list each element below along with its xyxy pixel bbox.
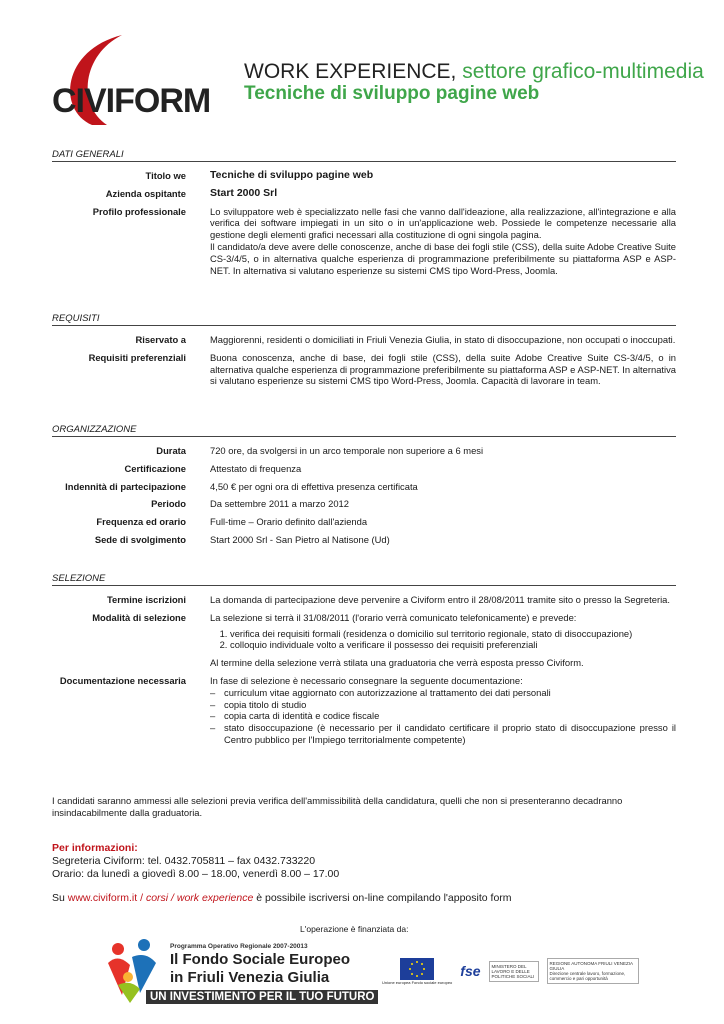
web-sep: / — [137, 892, 146, 904]
contact-info — [52, 842, 676, 881]
row-value: Start 2000 Srl - San Pietro al Natisone (Ud) — [210, 533, 390, 545]
modalita-intro: La selezione si terrà il 31/08/2011 (l'orario verrà comunicato telefonicamente) e prevede: — [210, 611, 577, 623]
admission-notice: I candidati saranno ammessi alle selezioni previa verifica dell'ammissibilità della candidatura, quelli che non si presenteranno decadranno insindacabilmente dalla graduatoria. — [52, 795, 623, 818]
web-prefix: Su — [52, 892, 68, 904]
row-value: La domanda di partecipazione deve pervenire a Civiform entro il 28/08/2011 tramite sito o presso la Segreteria. — [210, 594, 670, 605]
row-label: Modalità di selezione — [92, 611, 186, 623]
row-label: Sede di svolgimento — [94, 533, 186, 545]
row-value: Attestato di frequenza — [210, 462, 302, 474]
row-sede — [52, 534, 676, 546]
section-selezione — [52, 573, 676, 758]
row-label: Termine iscrizioni — [106, 594, 186, 605]
row-label: Titolo we — [145, 170, 186, 181]
row-label: Durata — [156, 445, 186, 456]
row-value: Full-time – Orario definito dall'azienda — [210, 516, 368, 528]
row-value: Tecniche di sviluppo pagine web — [210, 169, 374, 181]
financed-by: L'operazione è finanziata da: — [300, 924, 409, 934]
row-value: 720 ore, da svolgersi in un arco temporale non superiore a 6 mesi — [210, 445, 484, 456]
fse-logo — [100, 935, 375, 1010]
row-label: Certificazione — [124, 462, 186, 474]
list-item: – copia carta di identità e codice fiscale — [210, 710, 676, 722]
row-value: Start 2000 Srl — [210, 186, 278, 199]
partner-logos — [382, 955, 639, 987]
doc-intro: In fase di selezione è necessario consegnare la seguente documentazione: — [210, 674, 523, 686]
row-value — [210, 612, 676, 669]
row-riservato — [52, 334, 676, 346]
row-value: Da settembre 2011 a marzo 2012 — [210, 498, 349, 510]
logo-text: CIVIFORM — [52, 82, 211, 120]
fse-title-2: in Friuli Venezia Giulia — [170, 969, 330, 986]
row-label: Periodo — [151, 498, 186, 510]
section-dati-generali — [52, 149, 676, 282]
contact-phone: Segreteria Civiform: tel. 0432.705811 – fax 0432.733220 — [52, 855, 316, 867]
section-heading: DATI GENERALI — [52, 149, 676, 162]
fse-tagline: UN INVESTIMENTO PER IL TUO FUTURO — [146, 990, 378, 1004]
section-heading: REQUISITI — [52, 313, 676, 326]
profilo-text-2: Il candidato/a deve avere delle conoscenze, anche di base dei fogli stile (CSS), della suite Adobe Creative Suite CS-3/4/5, o in alternativa qualche esperienza di programmazione preferibilmente su piattaforma ASP e ASP-NET. In alternativa si valutano esperienze su sistemi CMS tipo Word-Press, Joomla. — [210, 240, 676, 276]
row-value: Maggiorenni, residenti o domiciliati in Friuli Venezia Giulia, in stato di disoccupazione, non occupati o inoccupati. — [210, 334, 676, 345]
regione-name: REGIONE AUTONOMA FRIULI VENEZIA GIULIA — [549, 961, 633, 971]
regione-sub: Direzione centrale lavoro, formazione, commercio e pari opportunità — [549, 971, 626, 981]
list-item: – curriculum vitae aggiornato con autorizzazione al trattamento dei dati personali — [210, 687, 676, 699]
section-heading: SELEZIONE — [52, 573, 676, 586]
eu-caption: Unione europea Fondo sociale europeo — [382, 979, 453, 985]
row-preferenziali — [52, 352, 676, 387]
page-title — [244, 60, 704, 84]
row-label: Azienda ospitante — [105, 187, 186, 199]
row-label: Riservato a — [135, 334, 186, 345]
row-periodo — [52, 498, 676, 510]
row-indennita — [52, 481, 676, 493]
row-value: 4,50 € per ogni ora di effettiva presenza certificata — [210, 480, 418, 492]
contact-heading: Per informazioni: — [52, 842, 138, 854]
page-subtitle: Tecniche di sviluppo pagine web — [244, 83, 540, 104]
header — [52, 30, 704, 130]
fse-title-1: Il Fondo Sociale Europeo — [170, 951, 351, 968]
web-signup — [52, 892, 512, 904]
row-termine — [52, 594, 676, 606]
row-certificazione — [52, 463, 676, 475]
contact-hours: Orario: da lunedì a giovedì 8.00 – 18.00, venerdì 8.00 – 17.00 — [52, 868, 340, 880]
list-item: 2. colloquio individuale volto a verificare il possesso dei requisiti preferenziali — [230, 639, 676, 651]
eu-flag-icon — [400, 958, 434, 980]
web-suffix: è possibile iscriversi on-line compilando l'apposito form — [253, 892, 512, 904]
row-label: Frequenza ed orario — [96, 516, 186, 528]
row-value — [210, 206, 676, 277]
title-sector: settore grafico-multimedia — [462, 60, 704, 83]
website-link[interactable]: www.civiform.it — [67, 892, 138, 904]
list-item: 1. verifica dei requisiti formali (residenza o domicilio sul territorio regionale, stato di disoccupazione) — [230, 628, 676, 640]
regione-logo — [547, 958, 639, 984]
row-value: Buona conoscenza, anche di base, dei fogli stile (CSS), della suite Adobe Creative Suite CS-3/4/5, o in alternativa qualche esperienza di programmazione preferibilmente su piattaforma ASP e ASP-NET. In alternativa si valutano esperienze su sistemi CMS tipo Word-Press, Joomla. Capacità di lavorare in team. — [210, 351, 676, 387]
ministero-logo: MINISTERO DEL LAVORO E DELLE POLITICHE SOCIALI — [489, 961, 539, 982]
row-modalita — [52, 612, 676, 669]
row-frequenza — [52, 516, 676, 528]
fse-mark-icon: fse — [460, 963, 481, 979]
row-azienda — [52, 188, 676, 200]
row-label: Indennità di partecipazione — [65, 480, 186, 492]
modalita-list — [210, 628, 676, 652]
row-titolo — [52, 170, 676, 182]
fse-program: Programma Operativo Regionale 2007-20013 — [170, 943, 308, 950]
doc-list — [210, 687, 676, 746]
row-value — [210, 675, 676, 752]
row-documentazione — [52, 675, 676, 752]
profilo-text: Lo sviluppatore web è specializzato nelle fasi che vanno dall'ideazione, alla realizzazione, all'integrazione e alla verifica dei software impiegati in un sito o in un'applicazione web. Possiede le competenze necessarie alla gestione degli elementi grafici necessari alla costituzione di ogni singola pagina. — [210, 205, 676, 241]
list-item: – stato disoccupazione (è necessario per il candidato certificare il proprio stato di disoccupazione presso il Centro pubblico per l'Impiego territorialmente competente) — [210, 722, 676, 746]
row-durata — [52, 445, 676, 457]
section-organizzazione — [52, 424, 676, 552]
row-label: Requisiti preferenziali — [88, 351, 186, 363]
website-path-link[interactable]: corsi / work experience — [145, 892, 254, 904]
row-profilo — [52, 206, 676, 277]
list-item: – copia titolo di studio — [210, 699, 676, 711]
row-label: Profilo professionale — [92, 205, 186, 217]
eu-logo — [382, 958, 452, 985]
section-requisiti — [52, 313, 676, 393]
row-label: Documentazione necessaria — [59, 674, 186, 686]
section-heading: ORGANIZZAZIONE — [52, 424, 676, 437]
title-main: WORK EXPERIENCE, — [244, 60, 463, 83]
civiform-logo — [52, 30, 232, 130]
modalita-end: Al termine della selezione verrà stilata una graduatoria che verrà esposta presso Civiform. — [210, 657, 584, 669]
